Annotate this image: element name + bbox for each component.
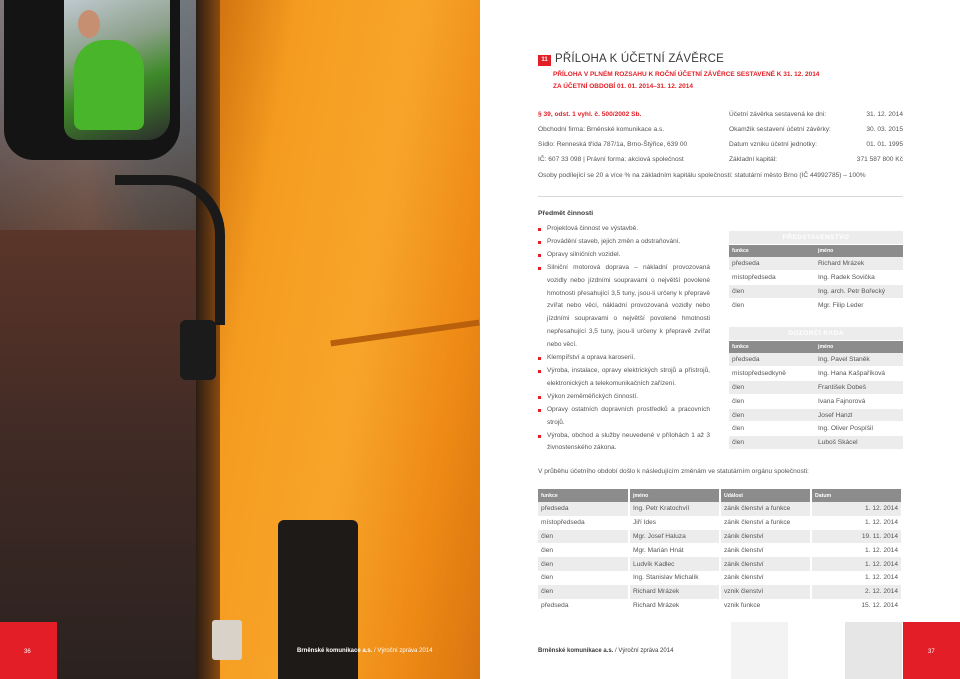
list-item: Silniční motorová doprava – nákladní provozovaná vozidly nebo jízdními soupravami o největší povolené hmotnosti přesahující 3,5 tuny, jsou-li určeny k přepravě zvířat nebo věcí, nákladní provozovaná vozidly nebo jízdními soupravami o největší povolené hmotnosti nepřesahující 3,5 tuny, jsou-li určeny k přepravě zvířat nebo věcí. <box>538 262 710 352</box>
table-row: člen Mgr. Josef Haluza zánik členství 19. 11. 2014 <box>538 530 902 544</box>
fact-row: Základní kapitál: 371 587 800 Kč <box>729 156 903 163</box>
company-id-form: IČ: 607 33 098 | Právní forma: akciová společnost <box>538 156 684 163</box>
table-row: člen Ing. Stanislav Michalík zánik členství 1. 12. 2014 <box>538 571 902 585</box>
table-row: člen Ing. Oliver Pospíšil <box>729 422 903 436</box>
table-row: člen Josef Hanzl <box>729 408 903 422</box>
fact-row: Datum vzniku účetní jednotky: 01. 01. 1995 <box>729 141 903 148</box>
col-header-name: jméno <box>815 340 903 353</box>
supervisory-table <box>729 327 903 450</box>
col-header-name: jméno <box>629 489 720 502</box>
list-item: Klempířství a oprava karoserií. <box>538 352 710 365</box>
table-row: člen Ing. arch. Petr Bořecký <box>729 285 903 299</box>
side-mirror <box>4 0 180 160</box>
company-facts <box>729 107 903 167</box>
table-row: člen Richard Mrázek vznik členství 2. 12. 2014 <box>538 585 902 599</box>
list-item: Opravy silničních vozidel. <box>538 249 710 262</box>
page-number-right: 37 <box>928 649 935 655</box>
fact-row: Účetní závěrka sestavená ke dni: 31. 12. 2014 <box>729 111 903 118</box>
col-header-function: funkce <box>729 244 815 257</box>
list-item: Výroba, obchod a služby neuvedené v přílohách 1 až 3 živnostenského zákona. <box>538 430 710 456</box>
table-row: předseda Richard Mrázek <box>729 257 903 271</box>
footer-grey-block <box>845 622 902 679</box>
divider <box>538 196 903 197</box>
col-header-event: Událost <box>720 489 811 502</box>
subject-heading: Předmět činnosti <box>538 210 594 217</box>
table-row: člen Mgr. Filip Leder <box>729 298 903 312</box>
table-row: místopředseda Jiří Ides zánik členství a funkce 1. 12. 2014 <box>538 516 902 530</box>
list-item: Projektová činnost ve výstavbě. <box>538 223 710 236</box>
subject-list <box>538 223 710 455</box>
section-title: PŘÍLOHA K ÚČETNÍ ZÁVĚRCE <box>555 53 725 65</box>
section-number: 11 <box>538 55 551 66</box>
table-row: předseda Ing. Pavel Staněk <box>729 353 903 367</box>
table-row: člen Ivana Fajnorová <box>729 394 903 408</box>
list-item: Opravy ostatních dopravních prostředků a pracovních strojů. <box>538 404 710 430</box>
table-row: místopředsedkyně Ing. Hana Kašpaříková <box>729 367 903 381</box>
table-row: člen Mgr. Marián Hnát zánik členství 1. 12. 2014 <box>538 543 902 557</box>
changes-table <box>538 489 903 612</box>
fact-row: Okamžik sestavení účetní závěrky: 30. 03. 2015 <box>729 126 903 133</box>
company-info <box>538 107 738 167</box>
footer-left-text: Brněnské komunikace a.s. / Výroční zpráva 2014 <box>297 648 433 654</box>
col-header-function: funkce <box>538 489 629 502</box>
footer-grey-block <box>731 622 788 679</box>
list-item: Výroba, instalace, opravy elektrických strojů a přístrojů, elektronických a telekomunikačních zařízení. <box>538 365 710 391</box>
company-seat: Sídlo: Renneská třída 787/1a, Brno-Štýřice, 639 00 <box>538 141 688 148</box>
table-row: člen František Dobeš <box>729 381 903 395</box>
supervisory-title: DOZORČÍ RADA <box>729 327 903 340</box>
legal-reference: § 39, odst. 1 vyhl. č. 500/2002 Sb. <box>538 111 642 118</box>
board-table <box>729 231 903 313</box>
table-row: předseda Ing. Petr Kratochvíl zánik členství a funkce 1. 12. 2014 <box>538 502 902 516</box>
footer-right-text: Brněnské komunikace a.s. / Výroční zpráva 2014 <box>538 648 674 654</box>
page-number-left: 36 <box>24 649 31 655</box>
col-header-name: jméno <box>815 244 903 257</box>
table-row: člen Luboš Skácel <box>729 436 903 450</box>
section-subtitle: PŘÍLOHA V PLNÉM ROZSAHU K ROČNÍ ÚČETNÍ ZÁVĚRCE SESTAVENÉ K 31. 12. 2014 ZA ÚČETNÍ OBDOBÍ 01. 01. 2014–31. 12. 2014 <box>553 71 820 90</box>
changes-intro: V průběhu účetního období došlo k následujícím změnám ve statutárním orgánu společnosti: <box>538 468 809 475</box>
table-row: předseda Richard Mrázek vznik funkce 15. 12. 2014 <box>538 599 902 613</box>
list-item: Výkon zeměměřických činností. <box>538 391 710 404</box>
table-row: člen Ludvík Kadlec zánik členství 1. 12. 2014 <box>538 557 902 571</box>
col-header-date: Datum <box>811 489 902 502</box>
table-row: místopředseda Ing. Radek Sovička <box>729 271 903 285</box>
ownership-note: Osoby podílející se 20 a více % na základním kapitálu společnosti: statutární město Brno (IČ 44992785) – 100% <box>538 172 866 179</box>
company-name: Obchodní firma: Brněnské komunikace a.s. <box>538 126 665 133</box>
col-header-function: funkce <box>729 340 815 353</box>
list-item: Provádění staveb, jejich změn a odstraňování. <box>538 236 710 249</box>
board-title: PŘEDSTAVENSTVO <box>729 231 903 244</box>
